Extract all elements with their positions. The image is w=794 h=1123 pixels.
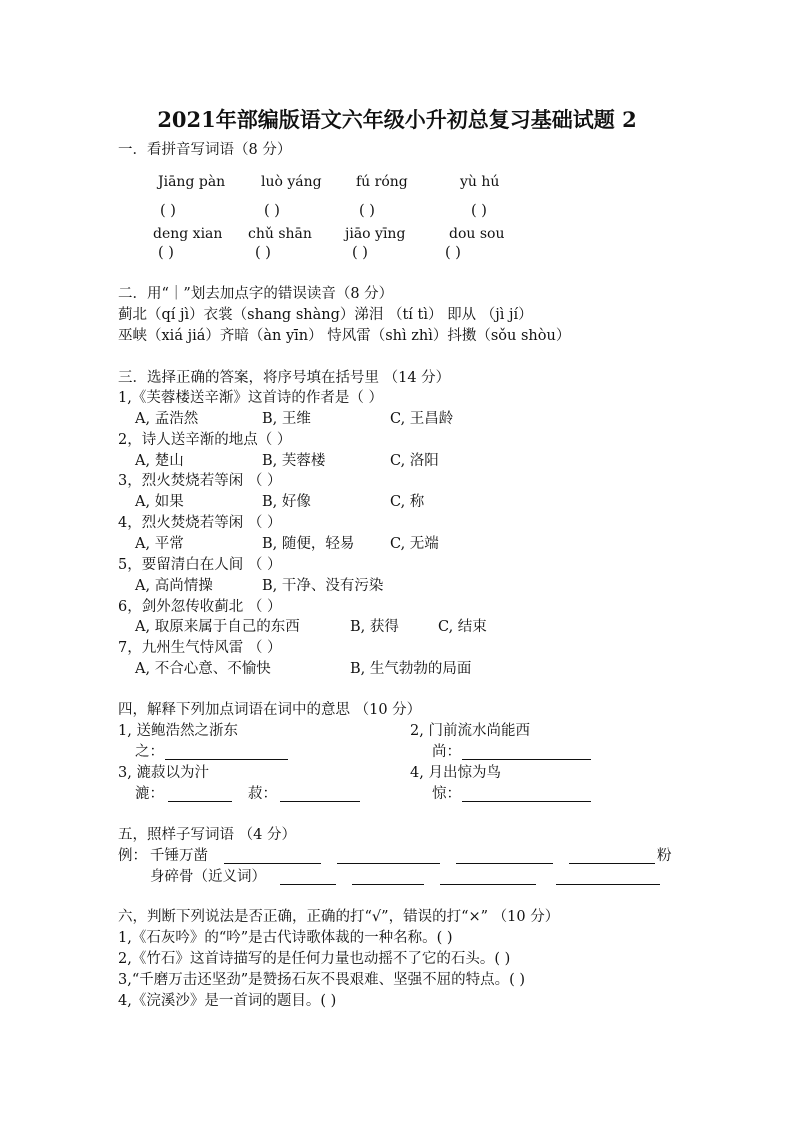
option-c[interactable]: C, 结束 [438, 619, 487, 635]
answer-line[interactable] [337, 846, 440, 864]
example-line2: 身碎骨（近义词） [150, 869, 266, 885]
reading-line-1: 蓟北（qí jì）衣裳（shang shàng）涕泪 （tí tì） 即从 （jì jí） [118, 307, 533, 323]
option-a[interactable]: A, 高尚情操 [135, 578, 213, 594]
pinyin-luo-yang: luò yáng [261, 174, 322, 190]
explain-q3-label-a: 漉： [135, 786, 164, 802]
option-c[interactable]: C, 王昌龄 [390, 411, 454, 427]
pinyin-dou-sou: dou sou [449, 226, 505, 242]
section5-heading: 五，照样子写词语 （4 分） [118, 827, 296, 843]
answer-blank[interactable]: ( ) [255, 245, 271, 261]
answer-blank[interactable]: ( ) [471, 203, 487, 219]
option-b[interactable]: B, 生气勃勃的局面 [350, 661, 472, 677]
answer-line[interactable] [280, 867, 336, 885]
option-c[interactable]: C, 无端 [390, 536, 439, 552]
judge-item: 1,《石灰吟》的“吟”是古代诗歌体裁的一种名称。( ) [118, 930, 453, 946]
option-b[interactable]: B, 好像 [262, 494, 311, 510]
section4-heading: 四，解释下列加点词语在词中的意思 （10 分） [118, 702, 422, 718]
question-stem: 1,《芙蓉楼送辛渐》这首诗的作者是（ ） [118, 390, 383, 406]
answer-line[interactable] [556, 867, 660, 885]
example-tail: 粉 [657, 848, 672, 864]
option-a[interactable]: A, 不合心意、不愉快 [135, 661, 271, 677]
answer-line[interactable] [456, 846, 553, 864]
question-stem: 7，九州生气恃风雷 （ ） [118, 640, 282, 656]
option-b[interactable]: B, 干净、没有污染 [262, 578, 384, 594]
option-b[interactable]: B, 获得 [350, 619, 399, 635]
reading-line-2: 巫峡（xiá jiá）齐暗（àn yīn） 恃风雷（shì zhì）抖擞（sǒu shòu） [118, 328, 571, 344]
explain-q3-label-b: 菽： [248, 786, 277, 802]
answer-line[interactable] [569, 846, 655, 864]
option-a[interactable]: A, 如果 [135, 494, 184, 510]
answer-blank[interactable]: ( ) [359, 203, 375, 219]
section3-heading: 三．选择正确的答案，将序号填在括号里 （14 分） [118, 370, 451, 386]
explain-q3: 3, 漉菽以为汁 [118, 765, 209, 781]
option-a[interactable]: A, 平常 [135, 536, 184, 552]
option-b[interactable]: B, 芙蓉楼 [262, 453, 326, 469]
answer-line[interactable] [224, 846, 321, 864]
answer-line[interactable] [462, 784, 591, 802]
answer-line[interactable] [280, 784, 360, 802]
page-title: 2021年部编版语文六年级小升初总复习基础试题 2 [157, 107, 637, 132]
pinyin-deng-xian: deng xian [153, 226, 223, 242]
question-stem: 3，烈火焚烧若等闲 （ ） [118, 473, 282, 489]
section2-heading: 二．用“｜”划去加点字的错误读音（8 分） [118, 286, 394, 302]
judge-item: 3,“千磨万击还坚劲”是赞扬石灰不畏艰难、坚强不屈的特点。( ) [118, 972, 526, 988]
pinyin-fu-rong: fú róng [356, 174, 408, 190]
answer-blank[interactable]: ( ) [264, 203, 280, 219]
answer-blank[interactable]: ( ) [445, 245, 461, 261]
option-a[interactable]: A, 取原来属于自己的东西 [135, 619, 300, 635]
section1-heading: 一．看拼音写词语（8 分） [118, 142, 292, 158]
judge-item: 2,《竹石》这首诗描写的是任何力量也动摇不了它的石头。( ) [118, 951, 511, 967]
pinyin-chu-shan: chǔ shān [248, 226, 312, 242]
answer-line[interactable] [440, 867, 536, 885]
question-stem: 5，要留清白在人间 （ ） [118, 557, 282, 573]
question-stem: 6，剑外忽传收蓟北 （ ） [118, 599, 282, 615]
option-a[interactable]: A, 孟浩然 [135, 411, 199, 427]
option-c[interactable]: C, 洛阳 [390, 453, 439, 469]
explain-q4-label: 惊： [432, 786, 461, 802]
section6-heading: 六，判断下列说法是否正确，正确的打“√”，错误的打“×” （10 分） [118, 909, 560, 925]
option-b[interactable]: B, 随便，轻易 [262, 536, 355, 552]
answer-blank[interactable]: ( ) [352, 245, 368, 261]
judge-item: 4,《浣溪沙》是一首词的题目。( ) [118, 993, 337, 1009]
answer-blank[interactable]: ( ) [160, 203, 176, 219]
explain-q2: 2, 门前流水尚能西 [410, 723, 530, 739]
answer-line[interactable] [168, 784, 232, 802]
pinyin-jiao-ying: jiāo yīng [345, 226, 406, 242]
option-c[interactable]: C, 称 [390, 494, 425, 510]
explain-q4: 4, 月出惊为鸟 [410, 765, 501, 781]
explain-q2-label: 尚： [432, 744, 461, 760]
explain-q1-label: 之： [135, 744, 164, 760]
explain-q1: 1, 送鲍浩然之浙东 [118, 723, 238, 739]
pinyin-jiang-pan: Jiāng pàn [158, 174, 226, 190]
example-label: 例： [118, 848, 147, 864]
answer-blank[interactable]: ( ) [158, 245, 174, 261]
example-word: 千锤万凿 [150, 848, 208, 864]
answer-line[interactable] [352, 867, 424, 885]
question-stem: 4，烈火焚烧若等闲 （ ） [118, 515, 282, 531]
answer-line[interactable] [462, 742, 591, 760]
pinyin-yu-hu: yù hú [460, 174, 500, 190]
option-b[interactable]: B, 王维 [262, 411, 311, 427]
option-a[interactable]: A, 楚山 [135, 453, 184, 469]
answer-line[interactable] [165, 742, 288, 760]
question-stem: 2，诗人送辛渐的地点（ ） [118, 432, 292, 448]
